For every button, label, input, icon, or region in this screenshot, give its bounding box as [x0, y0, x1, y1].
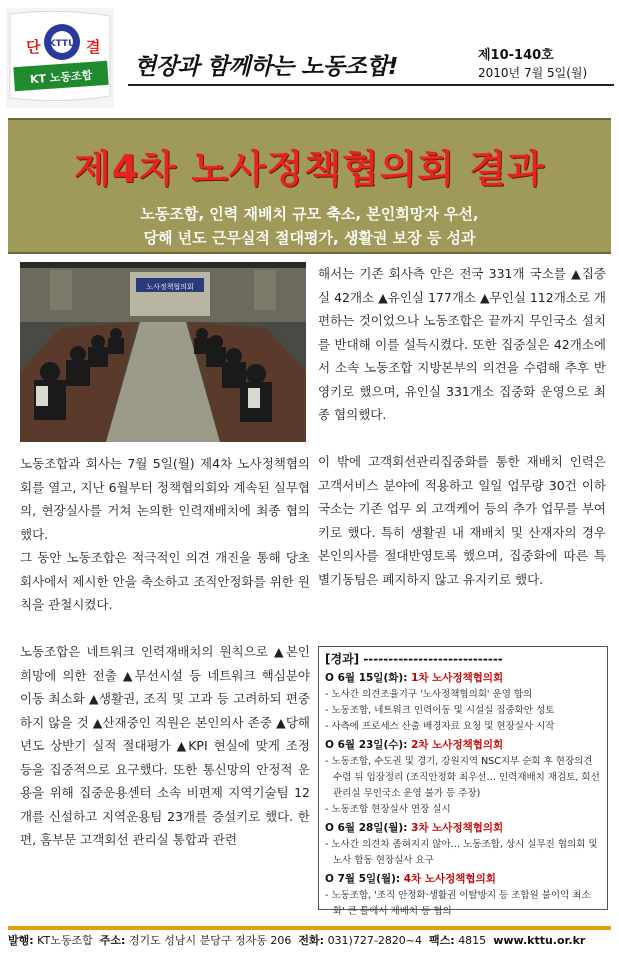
timeline-label: 1차 노사정책협의회 — [411, 672, 504, 684]
publisher-label: 발행: — [8, 934, 34, 947]
progress-timeline-box — [318, 646, 608, 917]
timeline-label: 4차 노사정책협의회 — [403, 873, 496, 885]
phone-label: 전화: — [298, 934, 325, 947]
footer-divider — [8, 926, 611, 930]
header-divider — [128, 84, 614, 86]
paragraph-text: 이 밖에 고객회선관리집중화를 통한 재배치 인력은 고객서비스 분야에 적용하고 일일 업무량 30건 이하 국소는 기존 업무 외 고객케어 등의 추가 업무를 부여키로 했다. 특히 생활권 내 재배치 및 산재자의 경우 본인의사를 절대반영토록 했으며, 집중화에 따른 특별기동팀은 폐지하지 않고 유지키로 했다. — [318, 454, 606, 587]
issue-date: 2010년 7월 5일(월) — [478, 66, 588, 80]
timeline-date: 6월 15일(화): — [337, 672, 408, 684]
timeline-sub: - 노동조합, '조직 안정화·생활권 이탈방지 등 조합원 불이익 최소화' 큰 틀에서 재배치 등 협의 — [325, 890, 591, 917]
paragraph-text: 해서는 기존 회사측 안은 전국 331개 국소를 ▲집중실 42개소 ▲유인실 177개소 ▲무인실 112개소로 개편하는 것이었으나 노동조합은 끝까지 무인국소 설치를 반대해 이를 설득시켰다. 또한 집중실은 42개소에서 소속 노동조합 지방본부의 의견을 수렴해 추후 반영키로 했으며, 유인실 331개소 집중화 운영으로 최종 협의했다. — [318, 266, 606, 422]
flag-banner: KT 노동조합 — [29, 68, 93, 87]
flag-text-2: 결 — [86, 38, 101, 56]
union-flag-icon — [6, 8, 114, 108]
timeline-sub: - 노동조합, 수도권 및 경기, 강원지역 NSC지부 순회 후 현장의견 수렴 뒤 입장정리 (조직안정화 최우선… 인력재배치 재검토, 회선관리실 무인국소 운영 불가 등 주장) — [325, 756, 600, 799]
article-left-paragraph-2 — [20, 546, 310, 617]
paragraph-text: 그 동안 노동조합은 적극적인 의견 개진을 통해 당초 회사에서 제시한 안을 축소하고 조직안정화를 위한 원칙을 관철시켰다. — [20, 550, 310, 612]
timeline-sub: - 노사간 의견조율기구 '노사정책협의회' 운영 합의 — [325, 689, 533, 700]
paragraph-text: 노동조합은 네트워크 인력재배치의 원칙으로 ▲본인 희망에 의한 전출 ▲무선시설 등 네트워크 핵심분야 이동 최소화 ▲생활권, 조직 및 고과 등 고려하되 편중하지 않을 것 ▲산재중인 직원은 본인의사 존중 ▲당해 년도 상반기 실적 절대평가 ▲KPI 현실에 맞게 조정 등을 집중적으로 요구했다. 또한 통신망의 안정적 운용을 위해 집중운용센터 소속 비편제 지역기술팀 12개를 신설하고 지역운용팀 23개를 증설키로 했다. 한편, 홈부문 고객회선 관리실 통합과 관련 — [20, 644, 310, 847]
headline-subtitle-line2: 당해 년도 근무실적 절대평가, 생활권 보장 등 성과 — [143, 229, 476, 247]
meeting-sign: 노사정책협의회 — [146, 283, 194, 291]
fax-label: 팩스: — [429, 934, 455, 947]
timeline-bullet-icon: O — [325, 873, 338, 885]
address-label: 주소: — [99, 934, 126, 947]
publisher-phone: 031)727-2820~4 — [327, 934, 423, 947]
issue-number: 제10-140호 — [478, 48, 554, 63]
publisher-fax: 4815 — [458, 934, 487, 947]
article-right-paragraph-1 — [318, 262, 606, 427]
timeline-item — [325, 820, 601, 837]
timeline-item — [325, 670, 601, 687]
newsletter-header — [0, 0, 619, 118]
timeline-bullet-icon: O — [325, 822, 338, 834]
timeline-sub: - 노동조합, 네트워크 인력이동 및 시설실 집중화안 성토 — [325, 705, 555, 716]
timeline-bullet-icon: O — [325, 739, 338, 751]
flag-logo: KTTU — [48, 39, 76, 49]
publisher-footer — [8, 932, 611, 948]
timeline-date: 7월 5일(월): — [337, 873, 401, 885]
meeting-room-image — [20, 262, 306, 442]
timeline-sub: - 노동조합 현장실사 연장 실시 — [325, 804, 451, 815]
paragraph-text: 노동조합과 회사는 7월 5일(월) 제4차 노사정책협의회를 열고, 지난 6월부터 정책협의회와 계속된 실무협의, 현장실사를 거쳐 논의한 인력재배치에 최종 협의했다. — [20, 456, 310, 542]
timeline-bullet-icon: O — [325, 672, 338, 684]
publisher-address: 경기도 성남시 분당구 정자동 206 — [128, 934, 292, 947]
article-left-paragraph-1 — [20, 452, 310, 546]
meeting-photo — [20, 262, 306, 442]
article-right-paragraph-2 — [318, 450, 606, 591]
timeline-item — [325, 737, 601, 754]
timeline-label: 2차 노사정책협의회 — [411, 739, 504, 751]
headline-subtitle-line1: 노동조합, 인력 재배치 규모 축소, 본인희망자 우선, — [140, 205, 479, 223]
timeline-date: 6월 23일(수): — [337, 739, 408, 751]
newsletter-slogan: 현장과 함께하는 노동조합! — [134, 54, 398, 80]
website-link[interactable]: www.kttu.or.kr — [493, 934, 586, 947]
timeline-sub: - 노사간 의견차 좁혀지지 않아… 노동조합, 상시 실무진 협의회 및 노사 합동 현장실사 요구 — [325, 839, 598, 866]
timeline-item — [325, 871, 601, 888]
timeline-heading: [경과] ---------------------------- — [325, 652, 503, 666]
headline-banner — [8, 118, 611, 254]
article-left-paragraph-3 — [20, 640, 310, 852]
headline-title: 제4차 노사정책협의회 결과 — [74, 147, 545, 191]
timeline-sub: - 사측에 프로세스 산출 배경자료 요청 및 현장실사 시작 — [325, 721, 555, 732]
timeline-date: 6월 28일(월): — [337, 822, 408, 834]
publisher-name: KT노동조합 — [37, 934, 93, 947]
timeline-label: 3차 노사정책협의회 — [411, 822, 504, 834]
flag-text-1: 단 — [26, 38, 41, 56]
